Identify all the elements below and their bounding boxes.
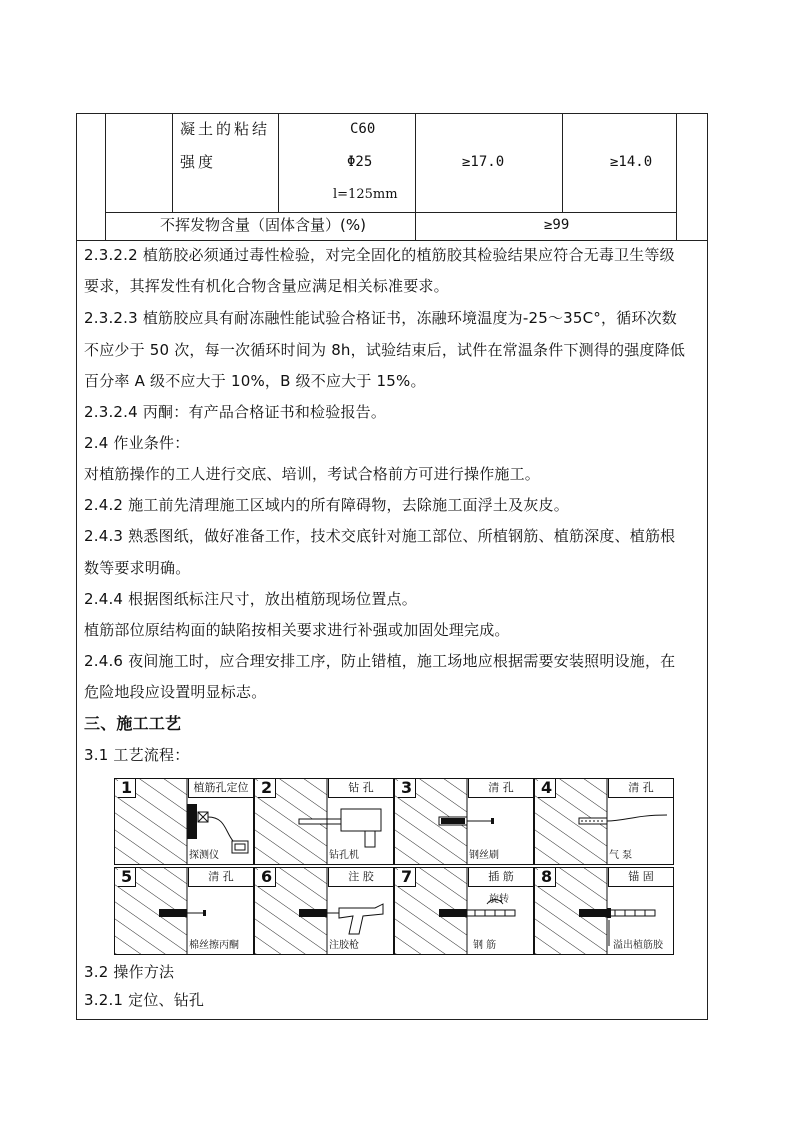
para-night-2: 危险地段应设置明显标志。 (84, 683, 267, 701)
spec-length: l=125mm (333, 187, 398, 202)
step-7 (394, 867, 534, 955)
para-freeze-3: 百分率 A 级不应大于 10%，B 级不应大于 15%。 (84, 372, 426, 390)
solid-content-label: 不挥发物含量（固体含量）(%) (160, 216, 366, 234)
step-title: 插 筋 (468, 868, 533, 887)
para-acetone: 2.3.2.4 丙酮：有产品合格证书和检验报告。 (84, 403, 387, 421)
spec-diameter: Φ25 (347, 154, 373, 170)
step-tool-label: 棉丝擦丙酮 (189, 940, 239, 951)
step-5 (114, 867, 254, 955)
para-training: 对植筋操作的工人进行交底、培训，考试合格前方可进行操作施工。 (84, 465, 541, 483)
para-toxicity-2: 要求，其挥发性有机化合物含量应满足相关标准要求。 (84, 277, 449, 295)
solid-content-value: ≥99 (544, 217, 570, 233)
step-number: 4 (538, 779, 556, 798)
step-title: 清 孔 (468, 779, 533, 798)
step-number: 7 (398, 868, 416, 887)
bond-strength-label-2: 强度 (180, 153, 217, 171)
value-grade-a: ≥17.0 (462, 154, 505, 170)
para-positioning: 3.2.1 定位、钻孔 (84, 991, 205, 1009)
step-3 (394, 778, 534, 865)
step-number: 8 (538, 868, 556, 887)
step-number: 3 (398, 779, 416, 798)
para-drawings-1: 2.4.3 熟悉图纸，做好准备工作，技术交底针对施工部位、所植钢筋、植筋深度、植筋根 (84, 527, 676, 545)
step-tool-label: 钻孔机 (329, 850, 359, 861)
step-number: 1 (118, 779, 136, 798)
para-freeze-1: 2.3.2.3 植筋胶应具有耐冻融性能试验合格证书，冻融环境温度为-25～35C°，循环次数 (84, 309, 678, 327)
para-layout: 2.4.4 根据图纸标注尺寸，放出植筋现场位置点。 (84, 590, 417, 608)
bond-strength-label-1: 凝土的粘结 (180, 120, 271, 138)
section-heading: 三、施工工艺 (84, 714, 182, 733)
spec-grade: C60 (350, 121, 376, 137)
step-tool-label: 气 泵 (609, 850, 633, 861)
step-6 (254, 867, 394, 955)
step-number: 5 (118, 868, 136, 887)
step-title: 清 孔 (608, 779, 673, 798)
para-defects: 植筋部位原结构面的缺陷按相关要求进行补强或加固处理完成。 (84, 621, 510, 639)
step-title: 锚 固 (608, 868, 673, 887)
step-title: 植筋孔定位 (188, 779, 253, 798)
para-freeze-2: 不应少于 50 次，每一次循环时间为 8h，试验结束后，试件在常温条件下测得的强度降低 (84, 341, 686, 359)
para-clearing: 2.4.2 施工前先清理施工区域内的所有障碍物，去除施工面浮土及灰皮。 (84, 496, 569, 514)
step-title: 钻 孔 (328, 779, 393, 798)
step-number: 6 (258, 868, 276, 887)
step-title: 清 孔 (188, 868, 253, 887)
para-method: 3.2 操作方法 (84, 963, 175, 981)
step-tool-label: 钢 筋 (473, 940, 497, 951)
value-grade-b: ≥14.0 (610, 154, 653, 170)
step-title: 注 胶 (328, 868, 393, 887)
para-toxicity-1: 2.3.2.2 植筋胶必须通过毒性检验，对完全固化的植筋胶其检验结果应符合无毒卫生等级 (84, 246, 675, 264)
step-4 (534, 778, 674, 865)
para-night-1: 2.4.6 夜间施工时，应合理安排工序，防止错植，施工场地应根据需要安装照明设施，在 (84, 652, 676, 670)
para-conditions-heading: 2.4 作业条件： (84, 434, 190, 452)
step-tool-label: 注胶枪 (329, 940, 359, 951)
step-8 (534, 867, 674, 955)
step-2 (254, 778, 394, 865)
step-1 (114, 778, 254, 865)
step-rotate-label: 旋转 (489, 894, 509, 905)
step-tool-label: 钢丝刷 (469, 850, 499, 861)
para-process-flow: 3.1 工艺流程： (84, 746, 190, 764)
step-number: 2 (258, 779, 276, 798)
para-drawings-2: 数等要求明确。 (84, 559, 191, 577)
step-tool-label: 溢出植筋胶 (613, 940, 663, 951)
step-tool-label: 探测仪 (189, 850, 219, 861)
